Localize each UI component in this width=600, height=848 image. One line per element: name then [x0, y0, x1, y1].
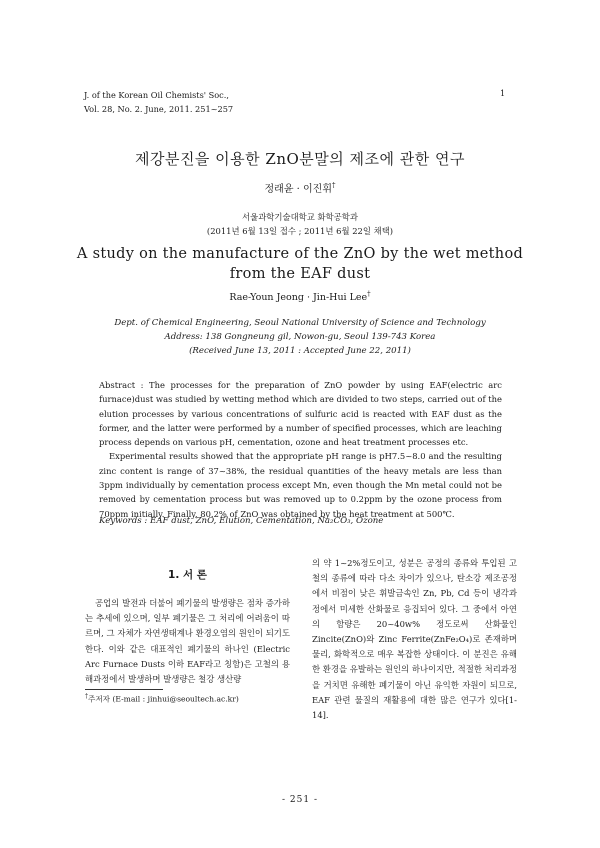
korean-affiliation	[0, 210, 600, 238]
english-title-line1: A study on the manufacture of the ZnO by the wet method	[76, 246, 524, 262]
english-received-dates: (Received June 13, 2011 : Accepted June 22, 2011)	[189, 346, 411, 356]
english-affiliation-address: Address: 138 Gongneung gil, Nowon-gu, Seoul 139-743 Korea	[164, 332, 436, 342]
abstract-paragraph-1	[99, 378, 502, 449]
abstract-separator: :	[135, 380, 150, 390]
section-heading: 1. 서 론	[168, 569, 207, 581]
footnote-mark: †	[85, 693, 88, 700]
english-authors	[0, 290, 600, 303]
korean-affiliation-dept: 서울과학기술대학교 화학공학과	[242, 212, 358, 222]
keywords-label: Keywords	[99, 516, 142, 526]
corresponding-mark-en: †	[367, 290, 371, 298]
english-author-names: Rae-Youn Jeong · Jin-Hui Lee	[229, 292, 368, 304]
abstract-text-1: The processes for the preparation of ZnO powder by using EAF(electric arc furnace)dust was studied by wetting method which are divided to two steps, carried out of the elution processes by various concentrations of sulfuric acid is reacted with EAF dust as the former, and the latter were performed by a number of specified processes, which are leaching process depends on various pH, cementation, ozone and heat treatment processes etc.	[99, 380, 502, 448]
footnote-text: 주저자 (E-mail : jinhui@seoultech.ac.kr)	[88, 694, 239, 704]
intro-paragraph-left: 공업의 발전과 더불어 폐기물의 발생량은 점차 증가하는 추세에 있으며, 일부 폐기물은 그 처리에 어려움이 따르며, 그 자체가 자연생태계나 환경오염의 원인이 되기도 한다. 이와 같은 대표적인 폐기물의 하나인 (Electric Arc Furnace Dusts 이하 EAF라고 칭함)은 고철의 용해과정에서 발생하며 발생량은 철강 생산량	[85, 598, 290, 685]
corresponding-mark: †	[332, 181, 336, 190]
journal-volume: Vol. 28, No. 2. June, 2011. 251~257	[84, 104, 234, 114]
journal-citation	[84, 88, 233, 116]
korean-received-dates: (2011년 6월 13일 접수 ; 2011년 6월 22일 채택)	[206, 226, 394, 236]
footnote	[85, 693, 239, 705]
english-affiliation-dept: Dept. of Chemical Engineering, Seoul National University of Science and Technology	[114, 318, 486, 328]
korean-title: 제강분진을 이용한 ZnO분말의 제조에 관한 연구	[134, 150, 466, 168]
english-affiliation	[0, 316, 600, 358]
left-column	[85, 596, 290, 687]
page-number: 1	[500, 88, 506, 98]
intro-paragraph-right: 의 약 1~2%정도이고, 성분은 공정의 종류와 투입된 고철의 종류에 따라 다소 차이가 있으나, 탄소강 제조공정에서 비점이 낮은 휘발금속인 Zn, Pb, Cd 등이 냉각과정에서 미세한 산화물로 응집되어 있다. 그 중에서 아연의 함량은 20~40w% 정도로써 산화물인 Zincite(ZnO)와 Zinc Ferrite(ZnFe₂O₄)로 존재하며 물리, 화학적으로 매우 복잡한 상태이다. 이 분진은 유해한 환경을 유발하는 원인의 하나이지만, 적절한 처리과정을 거치면 유해한 폐기물이 아닌 유익한 자원이 되므로, EAF 관련 물질의 재활용에 대한 많은 연구가 있다[1-14].	[312, 558, 517, 721]
keywords-text: EAF dust, ZnO, Elution, Cementation, Na₂CO₃, Ozone	[150, 516, 384, 526]
abstract-label: Abstract	[99, 380, 136, 390]
footnote-divider	[85, 689, 163, 690]
abstract-paragraph-2: Experimental results showed that the appropriate pH range is pH7.5~8.0 and the resulting zinc content is range of 37~38%, the residual quantities of the heavy metals are less than 3ppm individually by cementation process except Mn, even though the Mn metal could not be removed by cementation process but was removed up to 0.2ppm by the ozone process from 70ppm initially. Finally, 80.2% of ZnO was obtained by the heat treatment at 500℃.	[99, 451, 502, 519]
english-title	[0, 244, 600, 284]
abstract	[99, 378, 502, 521]
footer-page-number: - 251 -	[282, 795, 318, 805]
keywords-separator: :	[141, 516, 151, 526]
korean-authors	[0, 180, 600, 195]
right-column	[312, 556, 517, 723]
english-title-line2: from the EAF dust	[229, 266, 371, 282]
journal-name: J. of the Korean Oil Chemists' Soc.,	[84, 90, 229, 100]
keywords	[99, 516, 383, 526]
korean-author-names: 정래윤 · 이진휘	[264, 184, 332, 195]
